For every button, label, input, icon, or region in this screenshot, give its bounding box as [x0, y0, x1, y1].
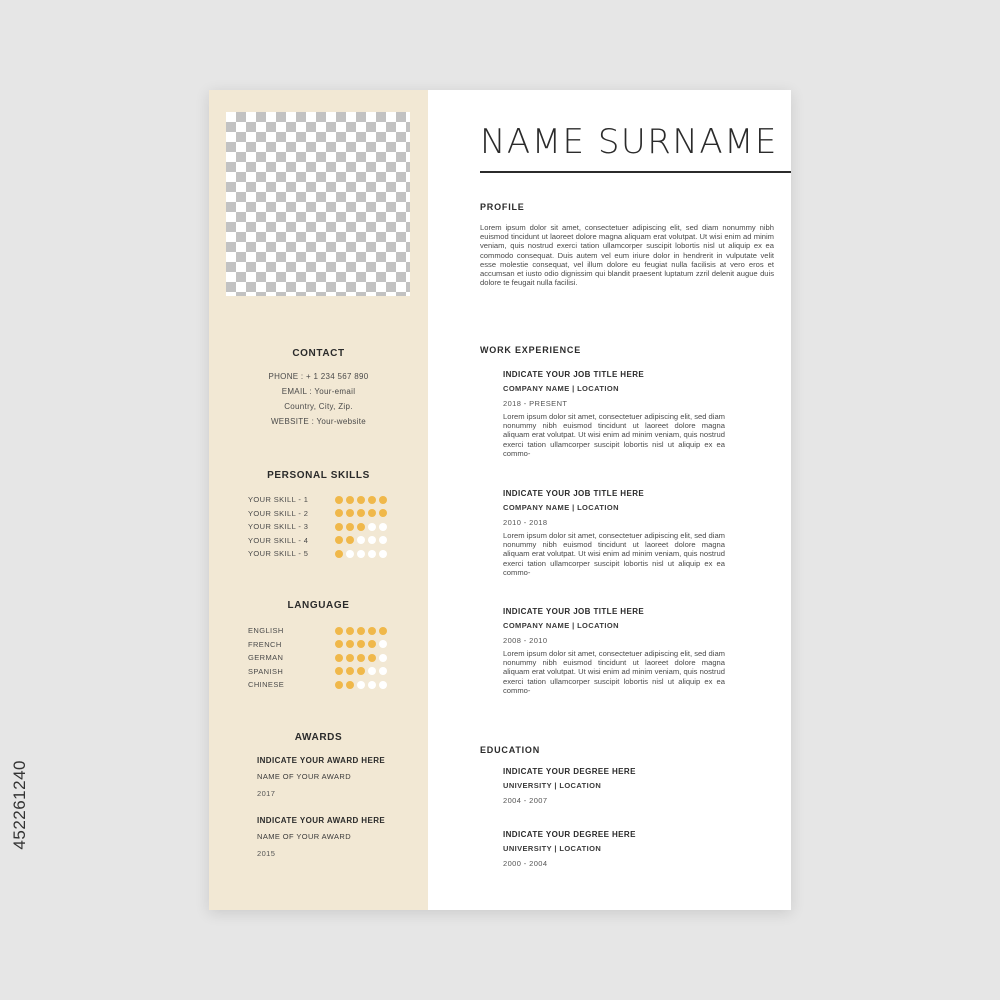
language-rating	[335, 640, 387, 648]
rating-dot-filled	[357, 509, 365, 517]
job-date: 2010 - 2018	[503, 518, 548, 527]
name-divider	[480, 171, 791, 173]
rating-dot-empty	[379, 523, 387, 531]
education-item	[503, 767, 733, 805]
language-row	[248, 651, 398, 665]
skill-label: YOUR SKILL - 3	[248, 522, 309, 532]
rating-dot-filled	[379, 627, 387, 635]
resume-name: NAME SURNAME	[480, 122, 778, 162]
rating-dot-filled	[357, 496, 365, 504]
rating-dot-filled	[379, 496, 387, 504]
rating-dot-filled	[357, 523, 365, 531]
rating-dot-filled	[335, 523, 343, 531]
rating-dot-empty	[379, 536, 387, 544]
rating-dot-empty	[379, 681, 387, 689]
work-title: WORK EXPERIENCE	[480, 345, 582, 355]
rating-dot-filled	[335, 536, 343, 544]
rating-dot-filled	[357, 640, 365, 648]
rating-dot-empty	[379, 550, 387, 558]
rating-dot-filled	[346, 654, 354, 662]
rating-dot-empty	[379, 640, 387, 648]
education-item	[503, 830, 733, 868]
rating-dot-filled	[335, 654, 343, 662]
job-company: COMPANY NAME | LOCATION	[503, 503, 619, 512]
degree-title: INDICATE YOUR DEGREE HERE	[503, 830, 636, 839]
award-title: INDICATE YOUR AWARD HERE	[257, 816, 386, 825]
language-list	[248, 624, 398, 692]
rating-dot-empty	[379, 654, 387, 662]
skill-row	[248, 534, 398, 548]
awards-title: AWARDS	[294, 732, 343, 743]
rating-dot-filled	[346, 681, 354, 689]
award-year: 2017	[257, 789, 276, 798]
rating-dot-empty	[368, 681, 376, 689]
resume-page	[209, 90, 791, 910]
job-date: 2018 - PRESENT	[503, 399, 568, 408]
award-item	[257, 816, 417, 858]
job-item	[503, 489, 725, 577]
resume-sidebar	[209, 90, 428, 910]
job-item	[503, 370, 725, 458]
award-name: NAME OF YOUR AWARD	[257, 772, 352, 781]
job-title: INDICATE YOUR JOB TITLE HERE	[503, 370, 645, 379]
language-row	[248, 624, 398, 638]
language-rating	[335, 627, 387, 635]
skill-rating	[335, 496, 387, 504]
job-description: Lorem ipsum dolor sit amet, consectetuer adipiscing elit, sed diam nonummy nibh euismod tincidunt ut laoreet dolore magna aliquam erat volutpat. Ut wisi enim ad minim veniam, quis nostrud exerci tation ullamcorper suscipit lobortis nisl ut aliquip ex ea commo-	[503, 649, 726, 695]
university-location: UNIVERSITY | LOCATION	[503, 781, 602, 790]
rating-dot-filled	[368, 640, 376, 648]
job-item	[503, 607, 725, 695]
job-description: Lorem ipsum dolor sit amet, consectetuer adipiscing elit, sed diam nonummy nibh euismod tincidunt ut laoreet dolore magna aliquam erat volutpat. Ut wisi enim ad minim veniam, quis nostrud exerci tation ullamcorper suscipit lobortis nisl ut aliquip ex ea commo-	[503, 531, 726, 577]
profile-text: Lorem ipsum dolor sit amet, consectetuer adipiscing elit, sed diam nonummy nibh euismod tincidunt ut laoreet dolore magna aliquam erat volutpat. Ut wisi enim ad minim veniam, quis nostrud exerci tation ullamcorper suscipit lobortis nisl ut aliquip ex ea commodo consequat. Duis autem vel eum iriure dolor in hendrerit in vulputate velit esse molestie consequat, vel illum dolore eu feugiat nulla facilisis at vero eros et accumsan et iusto odio dignissim qui blandit praesent luptatum zzril delenit augue duis dolore te feugait nulla facilisi.	[480, 223, 774, 288]
rating-dot-filled	[346, 640, 354, 648]
contact-address: Country, City, Zip.	[284, 402, 353, 411]
rating-dot-filled	[368, 509, 376, 517]
contact-phone: PHONE : + 1 234 567 890	[268, 372, 369, 381]
rating-dot-filled	[335, 667, 343, 675]
education-date: 2004 - 2007	[503, 796, 548, 805]
language-row	[248, 678, 398, 692]
skill-label: YOUR SKILL - 1	[248, 495, 309, 505]
language-rating	[335, 654, 387, 662]
education-date: 2000 - 2004	[503, 859, 548, 868]
resume-main	[428, 90, 791, 910]
language-title: LANGUAGE	[287, 600, 350, 611]
rating-dot-empty	[368, 550, 376, 558]
skill-rating	[335, 550, 387, 558]
rating-dot-filled	[368, 496, 376, 504]
skills-list	[248, 493, 398, 561]
rating-dot-empty	[357, 681, 365, 689]
rating-dot-filled	[346, 496, 354, 504]
skill-row	[248, 493, 398, 507]
rating-dot-filled	[335, 550, 343, 558]
rating-dot-empty	[368, 667, 376, 675]
rating-dot-filled	[368, 654, 376, 662]
skill-row	[248, 547, 398, 561]
stock-id-text: 452261240	[10, 760, 29, 850]
rating-dot-filled	[346, 523, 354, 531]
language-rating	[335, 667, 387, 675]
rating-dot-empty	[379, 667, 387, 675]
language-label: SPANISH	[248, 666, 284, 676]
skills-title: PERSONAL SKILLS	[267, 470, 370, 481]
profile-title: PROFILE	[480, 202, 525, 212]
rating-dot-filled	[346, 667, 354, 675]
skill-rating	[335, 509, 387, 517]
rating-dot-filled	[379, 509, 387, 517]
job-description: Lorem ipsum dolor sit amet, consectetuer adipiscing elit, sed diam nonummy nibh euismod tincidunt ut laoreet dolore magna aliquam erat volutpat. Ut wisi enim ad minim veniam, quis nostrud exerci tation ullamcorper suscipit lobortis nisl ut aliquip ex ea commo-	[503, 412, 726, 458]
job-title: INDICATE YOUR JOB TITLE HERE	[503, 489, 645, 498]
skill-row	[248, 507, 398, 521]
rating-dot-filled	[357, 627, 365, 635]
language-label: GERMAN	[248, 653, 284, 663]
rating-dot-filled	[346, 536, 354, 544]
language-row	[248, 638, 398, 652]
rating-dot-filled	[346, 509, 354, 517]
award-year: 2015	[257, 849, 276, 858]
skill-rating	[335, 523, 387, 531]
contact-website: WEBSITE : Your-website	[270, 417, 367, 426]
skill-rating	[335, 536, 387, 544]
rating-dot-filled	[335, 496, 343, 504]
award-item	[257, 756, 417, 798]
education-title: EDUCATION	[480, 745, 541, 755]
rating-dot-filled	[368, 627, 376, 635]
rating-dot-empty	[368, 523, 376, 531]
language-row	[248, 665, 398, 679]
photo-placeholder	[226, 112, 410, 296]
skill-label: YOUR SKILL - 4	[248, 535, 309, 545]
language-label: FRENCH	[248, 639, 282, 649]
university-location: UNIVERSITY | LOCATION	[503, 844, 602, 853]
job-title: INDICATE YOUR JOB TITLE HERE	[503, 607, 645, 616]
degree-title: INDICATE YOUR DEGREE HERE	[503, 767, 636, 776]
contact-email: EMAIL : Your-email	[281, 387, 356, 396]
award-title: INDICATE YOUR AWARD HERE	[257, 756, 386, 765]
skill-row	[248, 520, 398, 534]
rating-dot-filled	[335, 640, 343, 648]
rating-dot-filled	[357, 654, 365, 662]
language-label: CHINESE	[248, 680, 285, 690]
language-rating	[335, 681, 387, 689]
rating-dot-filled	[335, 627, 343, 635]
skill-label: YOUR SKILL - 5	[248, 549, 309, 559]
award-name: NAME OF YOUR AWARD	[257, 832, 352, 841]
rating-dot-filled	[335, 509, 343, 517]
job-company: COMPANY NAME | LOCATION	[503, 621, 619, 630]
rating-dot-empty	[357, 536, 365, 544]
rating-dot-empty	[368, 536, 376, 544]
job-company: COMPANY NAME | LOCATION	[503, 384, 619, 393]
rating-dot-filled	[346, 627, 354, 635]
skill-label: YOUR SKILL - 2	[248, 508, 309, 518]
rating-dot-filled	[357, 667, 365, 675]
contact-title: CONTACT	[292, 348, 345, 359]
language-label: ENGLISH	[248, 626, 284, 636]
job-date: 2008 - 2010	[503, 636, 548, 645]
rating-dot-empty	[357, 550, 365, 558]
rating-dot-empty	[346, 550, 354, 558]
rating-dot-filled	[335, 681, 343, 689]
